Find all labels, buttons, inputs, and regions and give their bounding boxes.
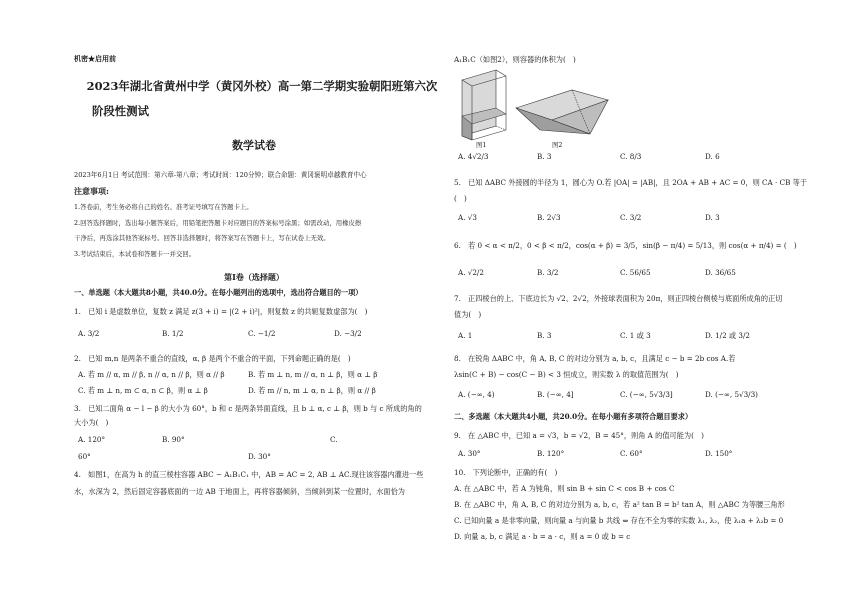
q7-option-a: A. 1 (458, 331, 473, 340)
q5-stem: 5. 已知 ΔABC 外接圆的半径为 1，圆心为 O.若 |OA| = |AB|，且 2OA + AB + AC = 0，则 CA · CB 等于 (454, 178, 808, 187)
q6-option-b: B. 3/2 (537, 268, 559, 277)
q4-option-b: B. 3 (537, 152, 552, 161)
left-column (74, 0, 454, 608)
q1-option-d: D. −3/2 (334, 329, 362, 338)
q9-stem: 9. 在 △ABC 中，已知 a = √3，b = √2，B = 45°，则角 A 的值可能为( ) (454, 431, 704, 440)
q8-option-c: C. (−∞, 5√3/3] (620, 390, 673, 399)
q7-option-c: C. 1 或 3 (620, 331, 651, 340)
q8-stem-cont: λsin(C + B) − cos(C − B) < 3 恒成立，则实数 λ 的取值范围为( ) (454, 370, 679, 379)
q10-option-d: D. 向量 a, b, c 满足 a · b = a · c，则 a = 0 或 b = c (454, 532, 631, 541)
secret-label: 机密★启用前 (74, 54, 116, 63)
q2-stem: 2. 已知 m,n 是两条不重合的直线，α, β 是两个不重合的平面，下列命题正确的是( ) (74, 354, 351, 363)
q10-option-b: B. 在 △ABC 中，角 A, B, C 的对边分别为 a, b, c，若 a² tan B = b² tan A，则 △ABC 为等腰三角形 (454, 500, 785, 509)
q8-option-a: A. (−∞, 4) (458, 390, 495, 399)
notice-item: 干净后，再选涂其他答案标号。回答非选择题时，将答案写在答题卡上，写在试卷上无效。 (74, 234, 330, 242)
q3-stem-cont: 大小为( ) (74, 418, 109, 427)
figure-1-caption: 图1 (476, 141, 487, 149)
q4-stem-end: A₁B₁C（如图2），则容器的体积为( ) (454, 55, 576, 64)
q1-option-a: A. 3/2 (78, 329, 100, 338)
notice-heading: 注意事项: (74, 186, 109, 196)
section1-heading: 一、单选题（本大题共8小题，共40.0分。在每小题列出的选项中，选出符合题目的一项） (74, 288, 363, 297)
q2-option-d: D. 若 m // n, m ⊥ α, n ⊥ β，则 α // β (248, 386, 376, 395)
q4-stem-cont: 水，水深为 2，然后固定容器底面的一边 AB 于地面上，再将容器倾斜，当倾斜到某一位置时，水面恰为 (74, 487, 405, 496)
q2-option-c: C. 若 m ⊥ n, m ⊂ α, n ⊂ β，则 α ⊥ β (78, 386, 208, 395)
part1-title: 第Ⅰ卷（选择题） (224, 272, 284, 282)
subject-title: 数学试卷 (232, 139, 276, 152)
q8-option-d: D. (−∞, 5√3/3) (705, 390, 758, 399)
q10-stem: 10. 下列论断中，正确的有( ) (454, 468, 558, 477)
notice-item: 3.考试结束后，本试卷和答题卡一并交回。 (74, 250, 196, 258)
q5-option-b: B. 2√3 (537, 213, 561, 222)
q9-option-d: D. 150° (705, 449, 733, 458)
prism-figure-1 (456, 64, 510, 144)
q5-option-c: C. 3/2 (620, 213, 642, 222)
q3-option-d: D. 30° (248, 452, 271, 461)
q3-option-b: B. 90° (162, 435, 185, 444)
q10-option-c: C. 已知向量 a 是非零向量，则向量 a 与向量 b 共线 ⇔ 存在不全为零的实数 λ₁, λ₂，使 λ₁a + λ₂b = 0 (454, 516, 784, 525)
q8-stem: 8. 在锐角 ΔABC 中，角 A, B, C 的对边分别为 a, b, c，且满足 c − b = 2b cos A.若 (454, 354, 736, 363)
exam-title-line1: 2023年湖北省黄州中学（黄冈外校）高一第二学期实验朝阳班第六次 (86, 79, 438, 93)
q5-stem-cont: ( ) (454, 194, 467, 203)
exam-info: 2023年6月1日 考试范围：第六章-第八章；考试时间：120分钟；联合命题：黄冈褒明卓越教育中心 (74, 171, 367, 179)
q3-option-a: A. 120° (78, 435, 106, 444)
q9-option-c: C. 60° (620, 449, 643, 458)
q5-option-a: A. √3 (458, 213, 477, 222)
q2-option-b: B. 若 m ⊥ n, m // α, n ⊥ β，则 α ⊥ β (248, 370, 378, 379)
section2-heading: 二、多选题（本大题共4小题，共20.0分。在每小题有多项符合题目要求） (454, 412, 693, 421)
prism-figure-2 (512, 86, 612, 140)
notice-item: 2.回答选择题时，选出每小题答案后，用铅笔把答题卡对应题目的答案标号涂黑；如需改动，用橡皮擦 (74, 219, 362, 227)
q4-option-d: D. 6 (705, 152, 720, 161)
q9-option-a: A. 30° (458, 449, 481, 458)
notice-item: 1.答卷前，考生务必将自己的姓名、准考证号填写在答题卡上。 (74, 203, 253, 211)
q6-option-d: D. 36/65 (705, 268, 736, 277)
right-column (454, 0, 846, 608)
figure-2-caption: 图2 (552, 141, 563, 149)
exam-title-line2: 阶段性测试 (92, 104, 149, 118)
q9-option-b: B. 120° (537, 449, 565, 458)
q7-option-d: D. 1/2 或 3/2 (705, 331, 750, 340)
q6-option-a: A. √2/2 (458, 268, 484, 277)
q7-stem-cont: 值为( ) (454, 310, 482, 319)
q4-stem: 4. 如图1，在高为 h 的直三棱柱容器 ABC − A₁B₁C₁ 中，AB = AC = 2, AB ⊥ AC.现往该容器内灌进一些 (74, 470, 424, 479)
q2-option-a: A. 若 m // α, m // β, n // α, n // β，则 α // β (78, 370, 225, 379)
q6-option-c: C. 56/65 (620, 268, 651, 277)
q3-stem: 3. 已知二面角 α − l − β 的大小为 60°，b 和 c 是两条异面直线，且 b ⊥ α, c ⊥ β，则 b 与 c 所成的角的 (74, 404, 422, 413)
q1-option-b: B. 1/2 (162, 329, 184, 338)
q8-option-b: B. (−∞, 4] (537, 390, 574, 399)
q7-option-b: B. 3 (537, 331, 552, 340)
q4-option-c: C. 8/3 (620, 152, 642, 161)
q3-option-c: C. (330, 435, 338, 444)
q5-option-d: D. 3 (705, 213, 720, 222)
q3-option-c-value: 60° (78, 452, 91, 461)
q1-option-c: C. −1/2 (248, 329, 276, 338)
q6-stem: 6. 若 0 < α < π/2，0 < β < π/2，cos(α + β) = 3/5，sin(β − π/4) = 5/13，则 cos(α + π/4) = ( ) (454, 241, 797, 250)
q1-stem: 1. 已知 i 是虚数单位，复数 z 满足 z(3 + i) = |(2 + i)²|，则复数 z 的共轭复数虚部为( ) (74, 307, 368, 316)
q7-stem: 7. 正四棱台的上、下底边长为 √2、2√2，外接球表面积为 20π，则正四棱台侧棱与底面所成角的正切 (454, 294, 783, 303)
q4-option-a: A. 4√2/3 (458, 152, 489, 161)
q10-option-a: A. 在 △ABC 中，若 A 为钝角，则 sin B + sin C < cos B + cos C (454, 484, 675, 493)
